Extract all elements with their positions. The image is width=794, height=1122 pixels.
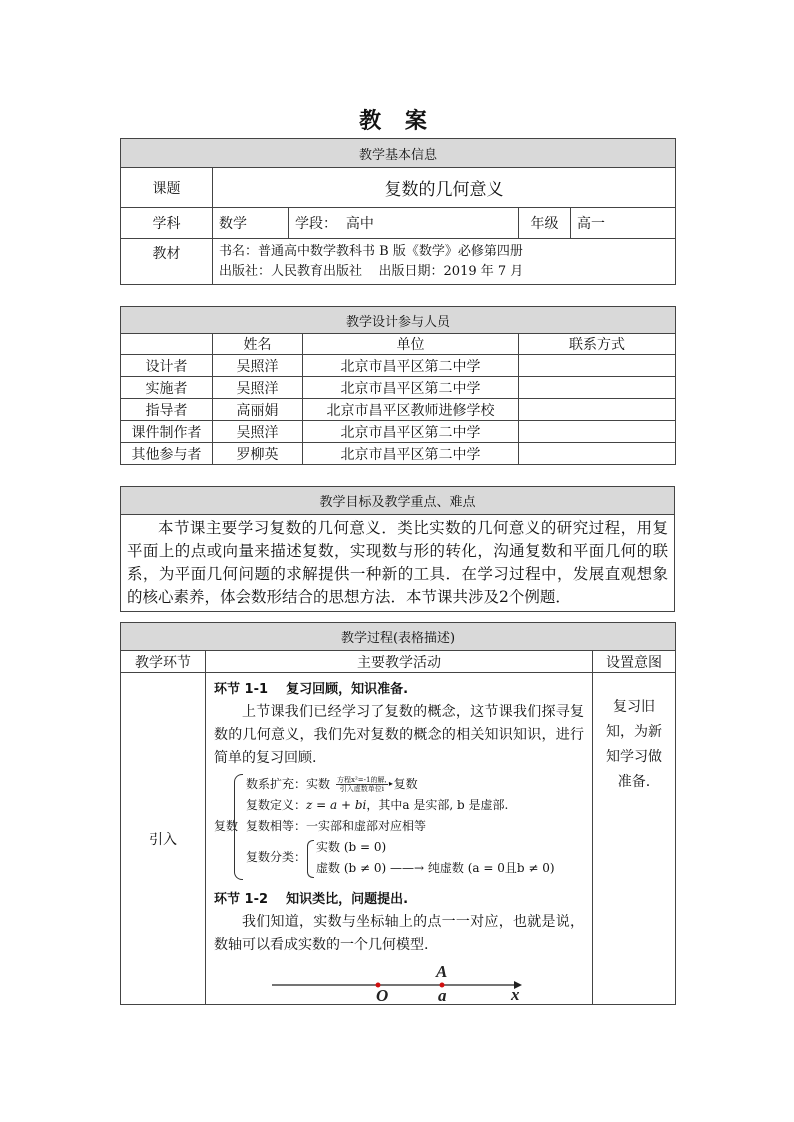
left-brace — [234, 774, 243, 880]
ext-arrow-top: 方程x²=-1的解, — [337, 776, 387, 784]
page-title: 教 案 — [359, 108, 435, 134]
axis-name-label: x — [511, 985, 520, 1003]
basic-info-table — [120, 138, 676, 285]
process-table — [120, 622, 676, 1005]
name-cell: 罗柳英 — [213, 443, 303, 465]
class-imag: 虚数 (b ≠ 0) — [316, 861, 387, 875]
role-cell: 实施者 — [121, 377, 213, 399]
unit-cell: 北京市昌平区教师进修学校 — [303, 399, 519, 421]
ext-result: 复数 — [393, 777, 418, 791]
objectives-text: 本节课主要学习复数的几何意义．类比实数的几何意义的研究过程，用复平面上的点或向量来描述复数，实现数与形的转化，沟通复数和平面几何的联系，为平面几何问题的求解提供一种新的工具．在学习过程中，发展直观想象的核心素养，体会数形结合的思想方法．本节课共涉及2个例题． — [121, 515, 675, 612]
role-cell: 设计者 — [121, 355, 213, 377]
name-cell: 吴照洋 — [213, 377, 303, 399]
stage-label: 学段： — [295, 216, 337, 232]
name-cell: 吴照洋 — [213, 421, 303, 443]
topic-label: 课题 — [121, 168, 213, 208]
complex-summary — [214, 774, 584, 882]
table-row — [121, 421, 676, 443]
contact-cell — [519, 377, 676, 399]
ext-arrow — [336, 776, 388, 793]
ext-label: 数系扩充：实数 — [246, 777, 331, 791]
section-2-title: 环节 1-2 知识类比，问题提出. — [214, 892, 409, 907]
class-pure: 纯虚数 (a = 0且b ≠ 0) — [427, 861, 555, 875]
role-cell: 指导者 — [121, 399, 213, 421]
unit-cell: 北京市昌平区第二中学 — [303, 443, 519, 465]
class-label: 复数分类： — [246, 850, 307, 864]
participants-table — [120, 306, 676, 465]
table-row — [121, 443, 676, 465]
col-unit: 单位 — [303, 334, 519, 355]
origin-label: O — [376, 986, 389, 1003]
table-row — [121, 377, 676, 399]
col-name: 姓名 — [213, 334, 303, 355]
math-ext-line — [246, 774, 584, 795]
role-cell: 其他参与者 — [121, 443, 213, 465]
col-contact: 联系方式 — [519, 334, 676, 355]
contact-cell — [519, 399, 676, 421]
math-class-line — [246, 837, 584, 879]
class-sub: 实数 (b = 0) 虚数 (b ≠ 0) ——→ 纯虚数 (a = 0且b ≠ 0) — [306, 837, 555, 879]
textbook-line1: 书名：普通高中数学教科书 B 版《数学》必修第四册 — [219, 244, 523, 259]
table-row — [121, 399, 676, 421]
def-formula: z = a + bi — [306, 798, 367, 812]
activity-cell — [206, 673, 593, 1005]
point-upper-label: A — [436, 962, 448, 981]
contact-cell — [519, 355, 676, 377]
objectives-header: 教学目标及教学重点、难点 — [121, 487, 675, 515]
class-real: 实数 (b = 0) — [316, 840, 387, 854]
name-cell: 高丽娟 — [213, 399, 303, 421]
textbook-line2: 出版社：人民教育出版社 出版日期：2019 年 7 月 — [219, 264, 524, 279]
section-1-title: 环节 1-1 复习回顾，知识准备. — [214, 682, 409, 697]
intent-cell: 复习旧知，为新知学习做准备. — [593, 673, 676, 1005]
contact-cell — [519, 421, 676, 443]
contact-cell — [519, 443, 676, 465]
stage-cell — [289, 208, 519, 239]
col-activity: 主要教学活动 — [206, 651, 593, 673]
unit-cell: 北京市昌平区第二中学 — [303, 377, 519, 399]
def-label: 复数定义： — [246, 798, 307, 812]
col-intent: 设置意图 — [593, 651, 676, 673]
process-header: 教学过程(表格描述) — [121, 623, 676, 651]
objectives-table — [120, 486, 675, 612]
unit-cell: 北京市昌平区第二中学 — [303, 421, 519, 443]
math-lead: 复数 — [214, 819, 239, 833]
section-1-text: 上节课我们已经学习了复数的概念，这节课我们探寻复数的几何意义，我们先对复数的概念的相关知识知识，进行简单的复习回顾. — [214, 704, 584, 766]
topic-value: 复数的几何意义 — [213, 168, 676, 208]
subject-label: 学科 — [121, 208, 213, 239]
role-cell: 课件制作者 — [121, 421, 213, 443]
def-tail: ，其中a 是实部, b 是虚部. — [366, 798, 509, 812]
subject-value: 数学 — [213, 208, 289, 239]
grade-value: 高一 — [571, 208, 676, 239]
textbook-label: 教材 — [121, 239, 213, 285]
ext-arrow-bottom: 引入虚数单位i — [339, 785, 384, 793]
col-role — [121, 334, 213, 355]
math-def-line — [246, 795, 584, 816]
table-row — [121, 355, 676, 377]
stage-cell: 引入 — [121, 673, 206, 1005]
basic-info-header: 教学基本信息 — [121, 139, 676, 168]
textbook-value — [213, 239, 676, 285]
stage-value: 高中 — [345, 216, 374, 232]
name-cell: 吴照洋 — [213, 355, 303, 377]
col-stage: 教学环节 — [121, 651, 206, 673]
number-axis — [214, 957, 584, 1003]
participants-header: 教学设计参与人员 — [121, 307, 676, 334]
point-lower-label: a — [438, 986, 447, 1003]
math-equal-line: 复数相等：一实部和虚部对应相等 — [246, 819, 427, 833]
grade-label: 年级 — [519, 208, 571, 239]
section-2-text: 我们知道，实数与坐标轴上的点一一对应，也就是说，数轴可以看成实数的一个几何模型. — [214, 914, 584, 953]
unit-cell: 北京市昌平区第二中学 — [303, 355, 519, 377]
